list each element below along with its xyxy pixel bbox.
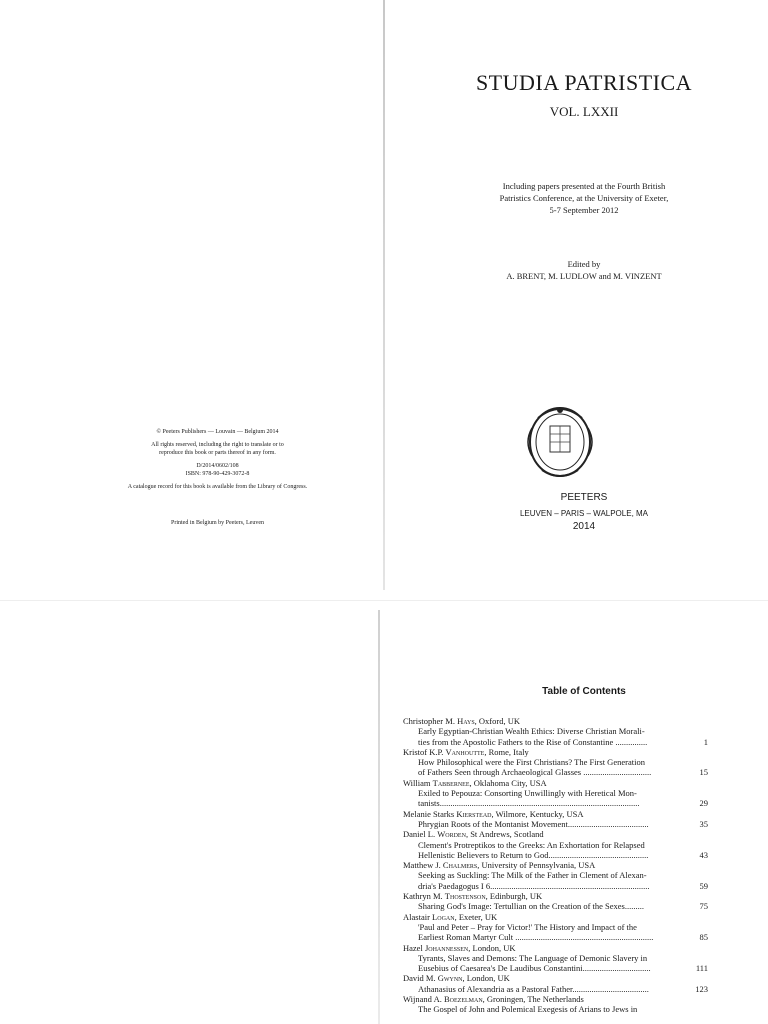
toc-entry bbox=[403, 973, 708, 994]
toc-title-line: Early Egyptian-Christian Wealth Ethics: Diverse Christian Morali- bbox=[418, 726, 645, 737]
toc-entry bbox=[403, 778, 708, 809]
toc-title-line: Hellenistic Believers to Return to God............................................... 43 bbox=[418, 849, 708, 860]
toc-page-number: 75 bbox=[699, 901, 708, 912]
toc-title-line: Athanasius of Alexandria as a Pastoral Father.................................... 123 bbox=[418, 983, 708, 994]
toc-author: Matthew J. Chalmers, University of Pennsylvania, USA bbox=[403, 860, 596, 871]
toc-entry bbox=[403, 809, 708, 830]
toc-author: Hazel Johannessen, London, UK bbox=[403, 942, 516, 953]
book-gutter-top bbox=[383, 0, 385, 590]
conference-line: 5-7 September 2012 bbox=[549, 205, 619, 215]
toc-list bbox=[403, 716, 708, 1015]
conference-line: Including papers presented at the Fourth British bbox=[502, 181, 666, 191]
toc-page-number: 111 bbox=[695, 963, 708, 974]
toc-author: Christopher M. Hays, Oxford, UK bbox=[403, 716, 520, 726]
toc-title-line: Seeking as Suckling: The Milk of the Father in Clement of Alexan- bbox=[418, 870, 647, 881]
toc-title-line: Sharing God's Image: Tertullian on the Creation of the Sexes......... 75 bbox=[418, 901, 708, 912]
toc-page-number: 123 bbox=[695, 983, 708, 994]
toc-entry bbox=[403, 912, 708, 943]
publication-year: 2014 bbox=[572, 521, 596, 532]
page-divider bbox=[0, 600, 768, 601]
toc-page-number: 43 bbox=[699, 849, 708, 860]
toc-page-number: 59 bbox=[699, 880, 708, 891]
toc-author: Alastair Logan, Exeter, UK bbox=[403, 911, 498, 922]
publisher-name: PEETERS bbox=[560, 492, 608, 503]
toc-page-number: 85 bbox=[699, 932, 708, 943]
toc-entry bbox=[403, 860, 708, 891]
toc-title-line: The Gospel of John and Polemical Exegesis of Arians to Jews in bbox=[418, 1004, 638, 1015]
toc-title-line: Phrygian Roots of the Montanist Movement...................................... 35 bbox=[418, 818, 708, 829]
toc-author: Wijnand A. Boezelman, Groningen, The Netherlands bbox=[403, 994, 584, 1005]
peeters-publisher-seal-icon bbox=[520, 398, 600, 482]
toc-title-line: How Philosophical were the First Christians? The First Generation bbox=[418, 757, 645, 768]
toc-title-line: Clement's Protreptikos to the Greeks: An Exhortation for Relapsed bbox=[418, 839, 645, 850]
toc-author: Melanie Starks Kierstead, Wilmore, Kentucky, USA bbox=[403, 808, 584, 819]
toc-title-line: Eusebius of Caesarea's De Laudibus Constantini................................ 111 bbox=[418, 963, 708, 974]
toc-author: William Tabbernee, Oklahoma City, USA bbox=[403, 777, 547, 788]
conference-line: Patristics Conference, at the University of Exeter, bbox=[499, 193, 669, 203]
toc-entry bbox=[403, 747, 708, 778]
volume-number: VOL. LXXII bbox=[549, 104, 619, 119]
toc-title-line: Tyrants, Slaves and Demons: The Language of Demonic Slavery in bbox=[418, 952, 648, 963]
toc-entry bbox=[403, 943, 708, 974]
toc-author: Kristof K.P. Vanhoutte, Rome, Italy bbox=[403, 746, 529, 757]
isbn-block: D/2014/0602/108 ISBN: 978-90-429-3072-8 bbox=[185, 463, 250, 477]
conference-note bbox=[400, 180, 768, 216]
editors-block bbox=[400, 258, 768, 282]
toc-page-number: 15 bbox=[699, 767, 708, 778]
copyright-line: © Peeters Publishers — Louvain — Belgium 2014 bbox=[156, 429, 279, 435]
toc-page-number: 1 bbox=[703, 736, 708, 747]
toc-entry bbox=[403, 716, 708, 747]
series-title: STUDIA PATRISTICA bbox=[475, 70, 693, 95]
publisher-cities: LEUVEN – PARIS – WALPOLE, MA bbox=[519, 509, 649, 518]
toc-title-line: Earliest Roman Martyr Cult ................................................................. 85 bbox=[418, 932, 708, 943]
toc-author: David M. Gwynn, London, UK bbox=[403, 973, 510, 984]
toc-author: Kathryn M. Thostenson, Edinburgh, UK bbox=[403, 891, 543, 902]
toc-title-line: dria's Paedagogus I 6........................................................................... 59 bbox=[418, 880, 708, 891]
toc-title-line: Exiled to Pepouza: Consorting Unwillingly with Heretical Mon- bbox=[418, 788, 637, 799]
toc-title-line: tanists.............................................................................................. 29 bbox=[418, 798, 708, 809]
edited-by-label: Edited by bbox=[567, 259, 601, 269]
toc-title-line: 'Paul and Peter – Pray for Victor!' The History and Impact of the bbox=[418, 921, 637, 932]
toc-entry bbox=[403, 994, 708, 1015]
toc-title-line: ties from the Apostolic Fathers to the Rise of Constantine ............... 1 bbox=[418, 736, 708, 747]
rights-statement: All rights reserved, including the right to translate or to reproduce this book or parts thereof in any form. bbox=[151, 442, 284, 456]
editors-names: A. BRENT, M. LUDLOW and M. VINZENT bbox=[506, 271, 662, 281]
toc-page-number: 29 bbox=[699, 798, 708, 809]
toc-entry bbox=[403, 829, 708, 860]
toc-heading: Table of Contents bbox=[542, 686, 626, 697]
toc-author: Daniel L. Worden, St Andrews, Scotland bbox=[403, 829, 544, 840]
catalogue-note: A catalogue record for this book is available from the Library of Congress. bbox=[127, 484, 308, 490]
toc-page-number: 35 bbox=[699, 818, 708, 829]
toc-title-line: of Fathers Seen through Archaeological Glasses ................................ 15 bbox=[418, 767, 708, 778]
toc-entry bbox=[403, 891, 708, 912]
printed-note: Printed in Belgium by Peeters, Leuven bbox=[171, 520, 264, 526]
copyright-block bbox=[90, 428, 345, 496]
book-gutter-bottom bbox=[378, 610, 380, 1024]
